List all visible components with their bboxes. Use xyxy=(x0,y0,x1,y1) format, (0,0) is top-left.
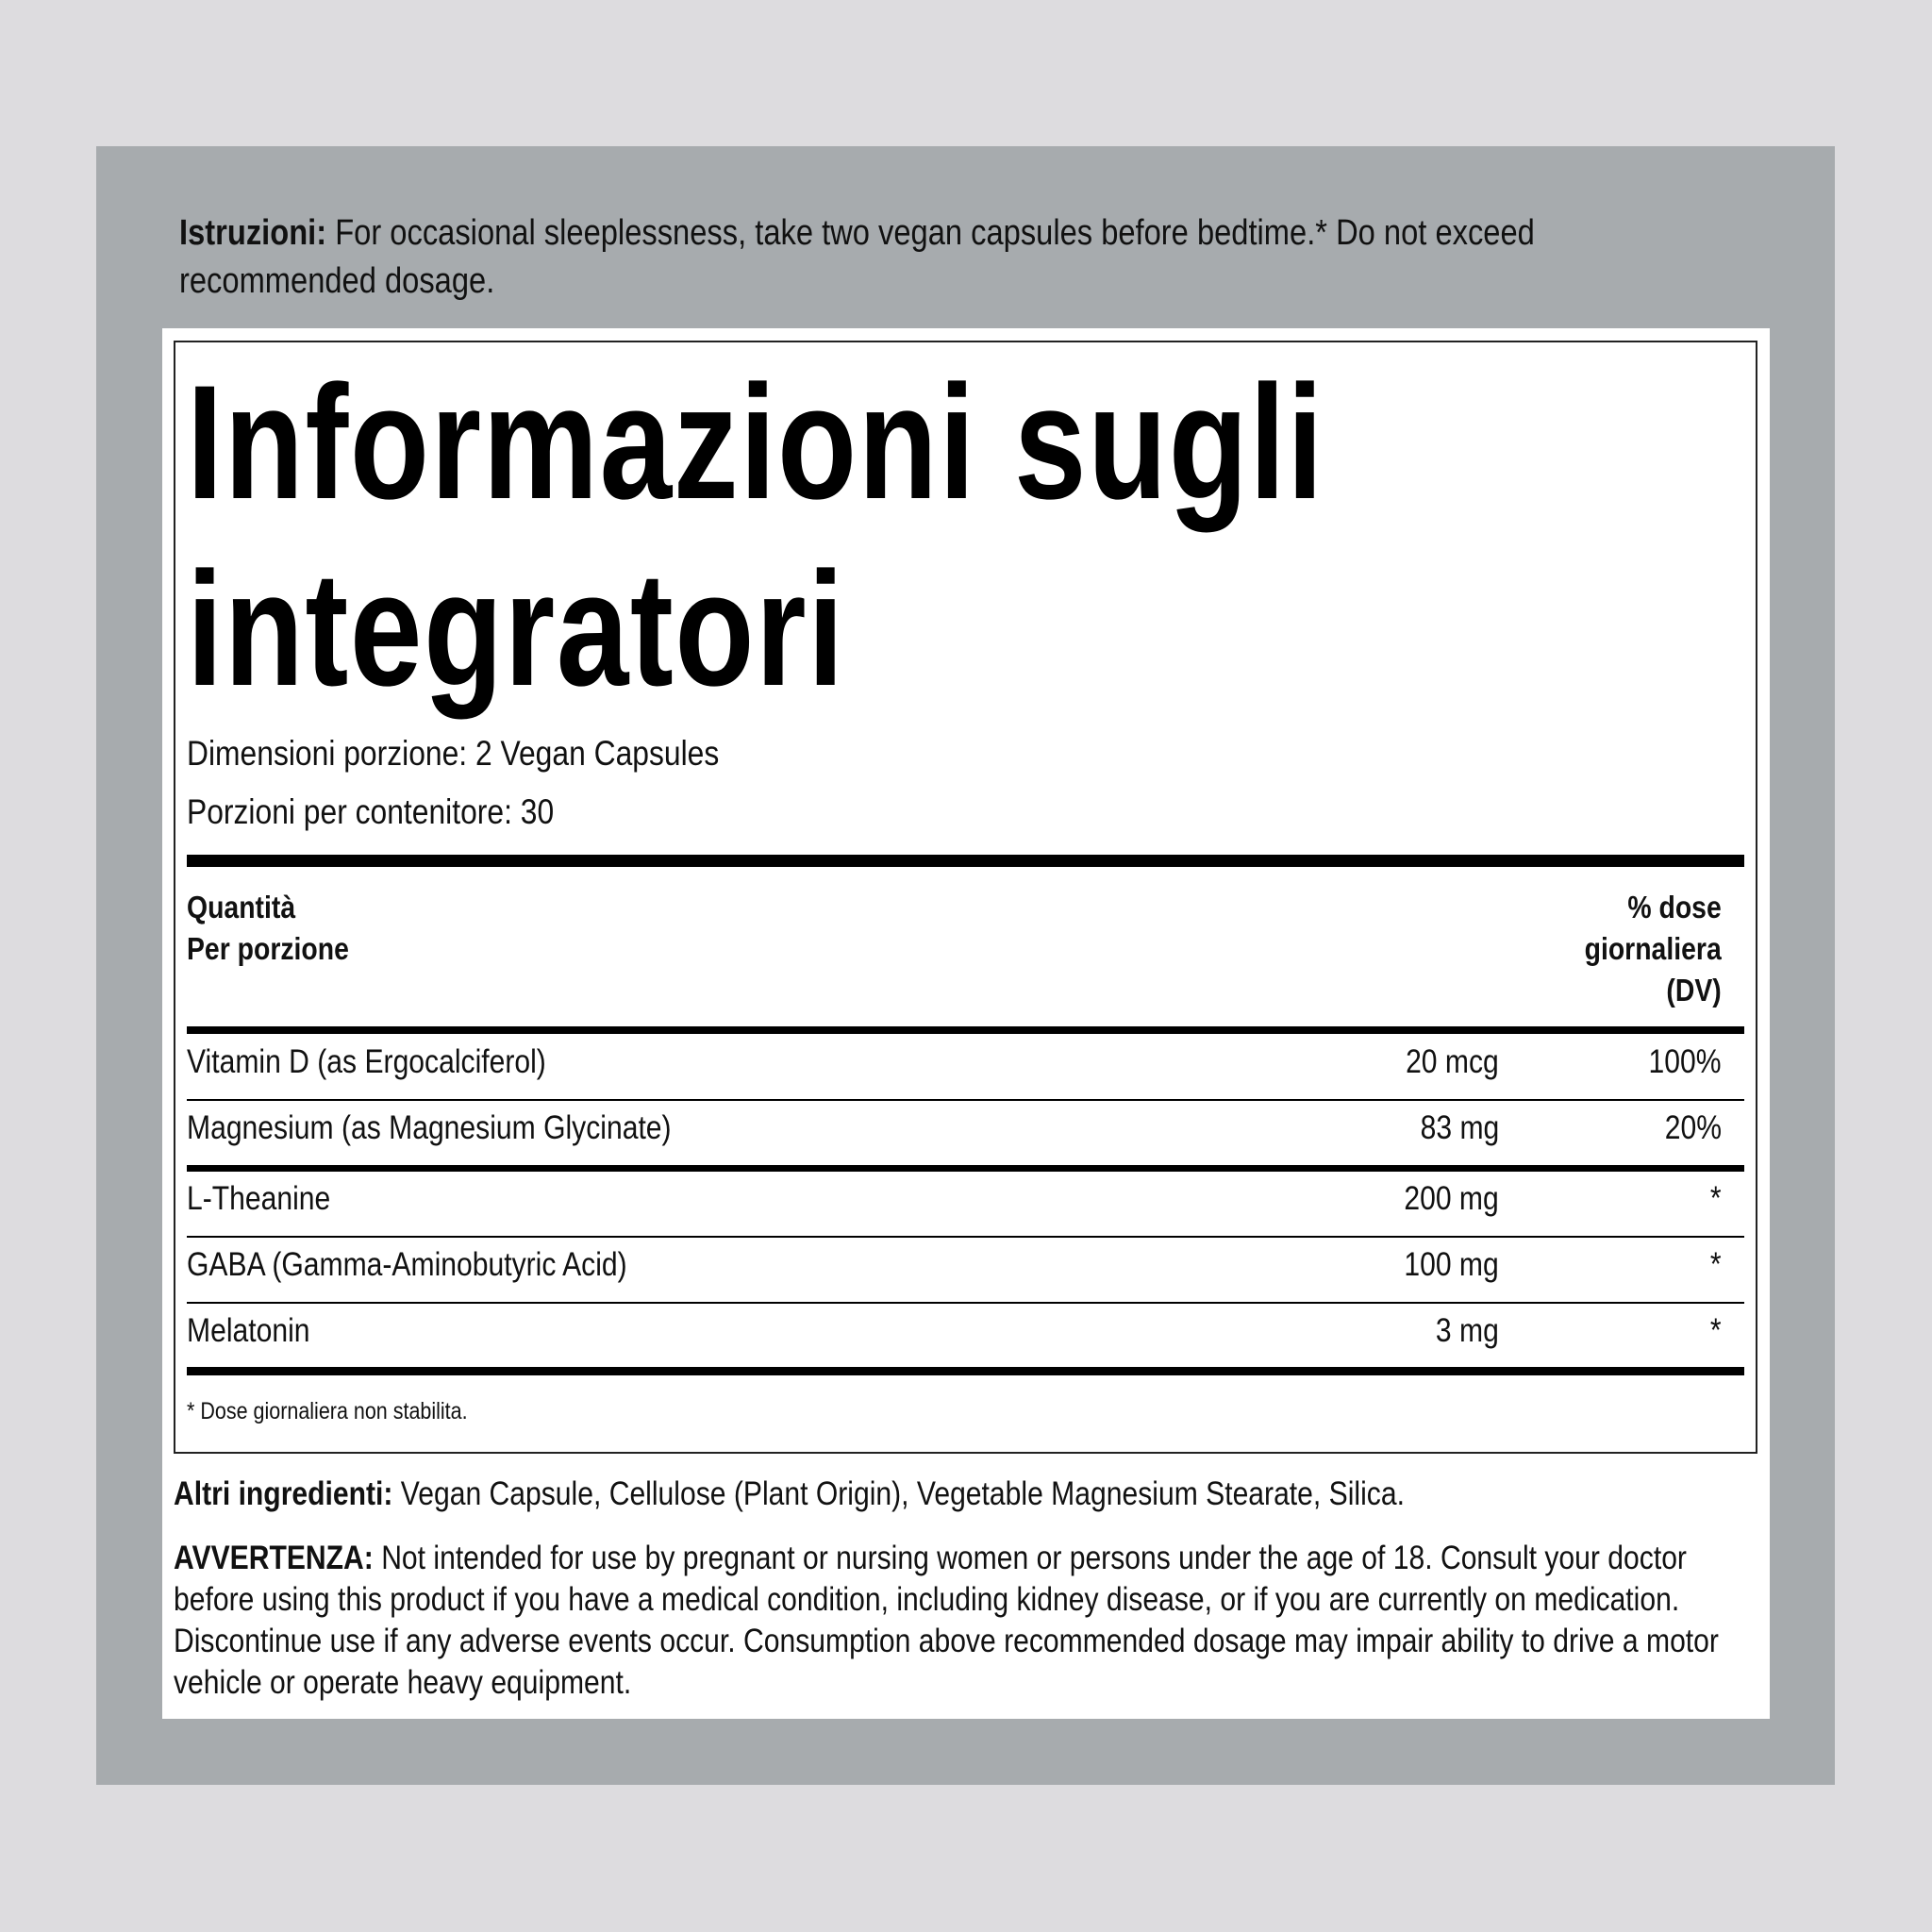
nutrient-amount: 83 mg xyxy=(1420,1109,1499,1146)
instructions-label: Istruzioni: xyxy=(179,213,327,253)
dv-footnote: * Dose giornaliera non stabilita. xyxy=(187,1398,468,1424)
header-dv-line3: (DV) xyxy=(1666,973,1722,1008)
header-amount-line2: Per porzione xyxy=(187,931,349,966)
nutrient-name: Melatonin xyxy=(187,1312,310,1349)
serving-size: Dimensioni porzione: 2 Vegan Capsules xyxy=(187,734,720,773)
other-ingredients-text: Vegan Capsule, Cellulose (Plant Origin), Vegetable Magnesium Stearate, Silica. xyxy=(392,1475,1405,1512)
nutrient-dv: * xyxy=(1710,1246,1722,1283)
nutrient-name: L-Theanine xyxy=(187,1180,331,1217)
instructions-body: For occasional sleeplessness, take two vegan capsules before bedtime.* Do not exceed recommended dosage. xyxy=(179,213,1535,301)
row-divider xyxy=(187,1236,1744,1238)
nutrient-amount: 100 mg xyxy=(1404,1246,1499,1283)
header-amount-line1: Quantità xyxy=(187,890,296,924)
table-row xyxy=(187,1246,1744,1293)
nutrient-name: GABA (Gamma-Aminobutyric Acid) xyxy=(187,1246,627,1283)
facts-title: Informazioni sugli integratori xyxy=(187,352,1325,720)
nutrient-amount: 3 mg xyxy=(1436,1312,1499,1349)
row-divider xyxy=(187,1099,1744,1101)
instructions-text xyxy=(179,209,1672,306)
table-row xyxy=(187,1109,1744,1157)
other-ingredients xyxy=(174,1475,1405,1513)
nutrient-dv: 20% xyxy=(1664,1109,1722,1146)
warning-label: AVVERTENZA: xyxy=(174,1540,374,1576)
warning-body: Not intended for use by pregnant or nursing women or persons under the age of 18. Consult your doctor before using this product if you have a medical condition, including kidney disease, or if you are currently on medication. Discontinue use if any adverse events occur. Consumption above recommended dosage may impair ability to drive a motor vehicle or operate heavy equipment. xyxy=(174,1540,1719,1701)
servings-per-container: Porzioni per contenitore: 30 xyxy=(187,792,555,831)
header-dv-line1: % dose xyxy=(1627,890,1722,924)
nutrient-name: Magnesium (as Magnesium Glycinate) xyxy=(187,1109,672,1146)
header-daily-value xyxy=(1585,887,1722,1011)
table-row xyxy=(187,1180,1744,1227)
header-divider xyxy=(187,1026,1744,1034)
row-divider xyxy=(187,1302,1744,1304)
table-row xyxy=(187,1043,1744,1091)
nutrient-dv: 100% xyxy=(1649,1043,1722,1080)
nutrient-dv: * xyxy=(1710,1312,1722,1349)
header-dv-line2: giornaliera xyxy=(1584,931,1722,966)
thick-divider-bottom xyxy=(187,1367,1744,1375)
nutrient-amount: 20 mcg xyxy=(1406,1043,1499,1080)
other-ingredients-label: Altri ingredienti: xyxy=(174,1475,393,1512)
table-row xyxy=(187,1312,1744,1359)
nutrient-amount: 200 mg xyxy=(1404,1180,1499,1217)
header-amount-per-serving xyxy=(187,887,349,970)
thick-row-divider xyxy=(187,1165,1744,1172)
thick-divider-top xyxy=(187,855,1744,867)
warning-text xyxy=(174,1538,1731,1704)
nutrient-dv: * xyxy=(1710,1180,1722,1217)
nutrient-name: Vitamin D (as Ergocalciferol) xyxy=(187,1043,546,1080)
